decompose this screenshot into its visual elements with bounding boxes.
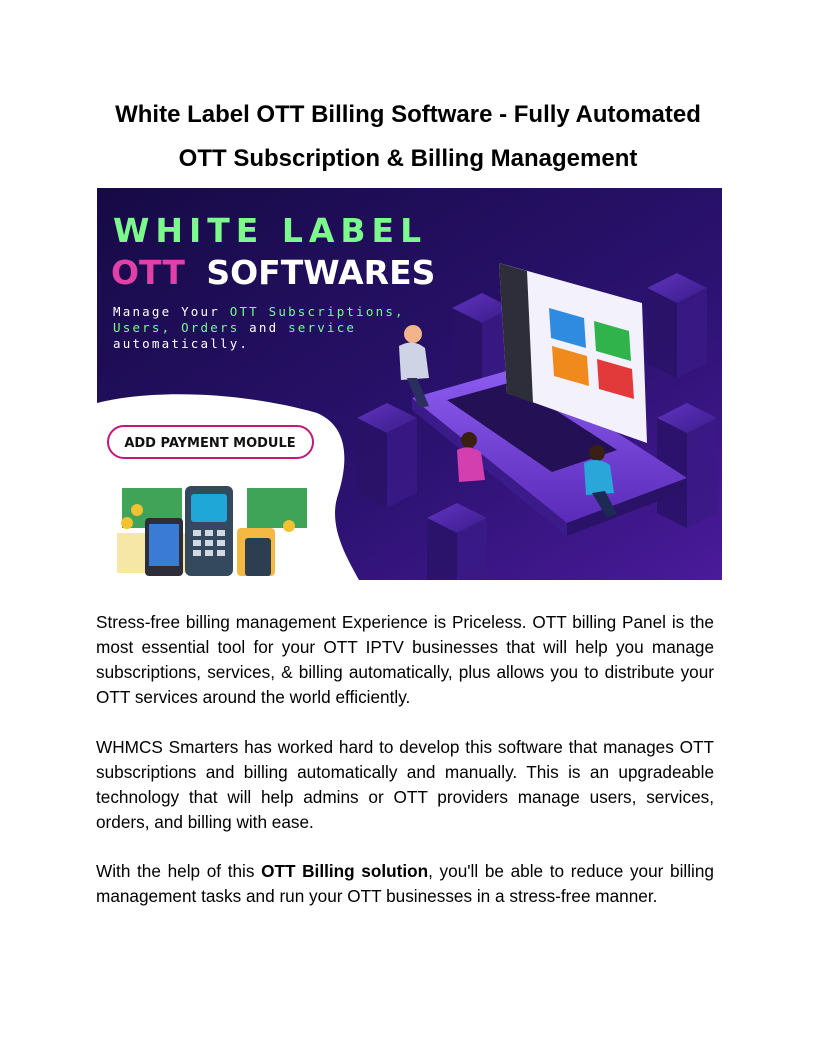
svg-text:Users, Orders and [113,320,356,335]
p3-text-after: , you'll be able to reduce your billing management tasks and run your OTT businesses in a stress-free manner. [96,861,714,906]
p3-text-before: With the help of this [96,861,262,881]
headline-softwares: SOFTWARES [206,253,436,292]
paragraph-intro: Stress-free billing management Experience is Priceless. OTT billing Panel is the most essential tool for your OTT IPTV businesses that will help you manage subscriptions, services, & billing automatically, plus allows you to distribute your OTT services around the world efficiently. [96,612,714,707]
svg-text:OTT SOFTWARES [111,253,435,292]
tagline-2c: service [288,320,357,335]
tagline-2b: and [249,320,289,335]
tagline-2a: Users, Orders [113,320,240,335]
tagline-3: automatically. [113,336,250,351]
paragraph-solution [96,859,714,909]
tagline-1b: OTT Subscriptions, [229,304,405,319]
headline-ott: OTT [111,253,185,292]
headline-white-label: WHITE LABEL [113,211,428,250]
page-title [60,93,756,181]
title-line-2: OTT Subscription & Billing Management [178,145,638,172]
title-line-1: White Label OTT Billing Software - Fully Automated [115,101,701,128]
payment-module-label: ADD PAYMENT MODULE [124,436,296,451]
p3-bold-term: OTT Billing solution [261,861,429,881]
hero-banner-image [97,188,722,580]
svg-text:Manage Your OTT Subscri [113,304,405,319]
paragraph-whmcs: WHMCS Smarters has worked hard to develop this software that manages OTT subscriptions and billing automatically and manually. This is an upgradeable technology that will help admins or OTT providers manage users, services, orders, and billing with ease. [96,737,714,832]
tagline-1a: Manage Your [113,304,230,319]
